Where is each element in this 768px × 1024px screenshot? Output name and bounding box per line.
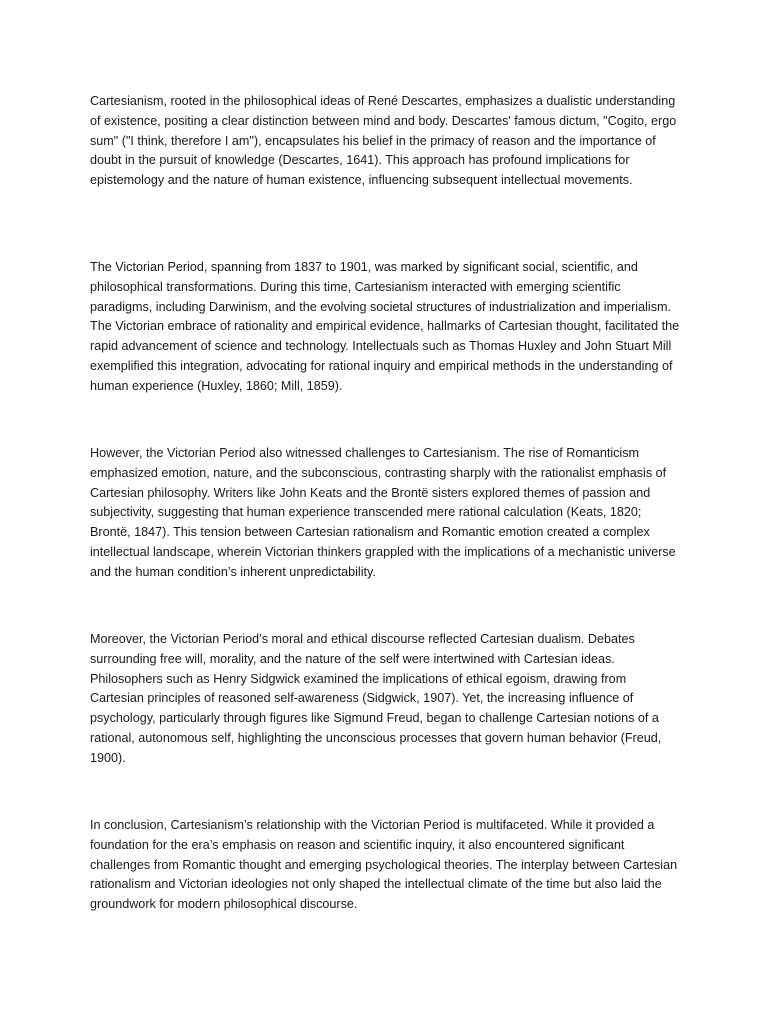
paragraph-romanticism-challenges: However, the Victorian Period also witnessed challenges to Cartesianism. The rise of Romanticism emphasized emotion, nature, and the subconscious, contrasting sharply with the rationalist emphasis of Cartesian philosophy. Writers like John Keats and the Brontë sisters explored themes of passion and subjectivity, suggesting that human experience transcended mere rational calculation (Keats, 1820; Brontë, 1847). This tension between Cartesian rationalism and Romantic emotion created a complex intellectual landscape, wherein Victorian thinkers grappled with the implications of a mechanistic universe and the human condition’s inherent unpredictability. [90,446,676,579]
paragraph-moral-ethical-discourse: Moreover, the Victorian Period’s moral and ethical discourse reflected Cartesian dualism. Debates surrounding free will, morality, and the nature of the self were intertwined with Cartesian ideas. Philosophers such as Henry Sidgwick examined the implications of ethical egoism, drawing from Cartesian principles of reasoned self-awareness (Sidgwick, 1907). Yet, the increasing influence of psychology, particularly through figures like Sigmund Freud, began to challenge Cartesian notions of a rational, autonomous self, highlighting the unconscious processes that govern human behavior (Freud, 1900). [90,632,662,765]
paragraph-cartesianism-intro: Cartesianism, rooted in the philosophical ideas of René Descartes, emphasizes a dualistic understanding of existence, positing a clear distinction between mind and body. Descartes' famous dictum, "Cogito, ergo sum" ("I think, therefore I am"), encapsulates his belief in the primacy of reason and the importance of doubt in the pursuit of knowledge (Descartes, 1641). This approach has profound implications for epistemology and the nature of human existence, influencing subsequent intellectual movements. [90,94,677,188]
paragraph-conclusion: In conclusion, Cartesianism’s relationship with the Victorian Period is multifaceted. While it provided a foundation for the era’s emphasis on reason and scientific inquiry, it also encountered significant challenges from Romantic thought and emerging psychological theories. The interplay between Cartesian rationalism and Victorian ideologies not only shaped the intellectual climate of the time but also laid the groundwork for modern philosophical discourse. [90,818,678,912]
paragraph-victorian-period: The Victorian Period, spanning from 1837 to 1901, was marked by significant social, scientific, and philosophical transformations. During this time, Cartesianism interacted with emerging scientific paradigms, including Darwinism, and the evolving societal structures of industrialization and imperialism. The Victorian embrace of rationality and empirical evidence, hallmarks of Cartesian thought, facilitated the rapid advancement of science and technology. Intellectuals such as Thomas Huxley and John Stuart Mill exemplified this integration, advocating for rational inquiry and empirical methods in the understanding of human experience (Huxley, 1860; Mill, 1859). [90,260,680,393]
